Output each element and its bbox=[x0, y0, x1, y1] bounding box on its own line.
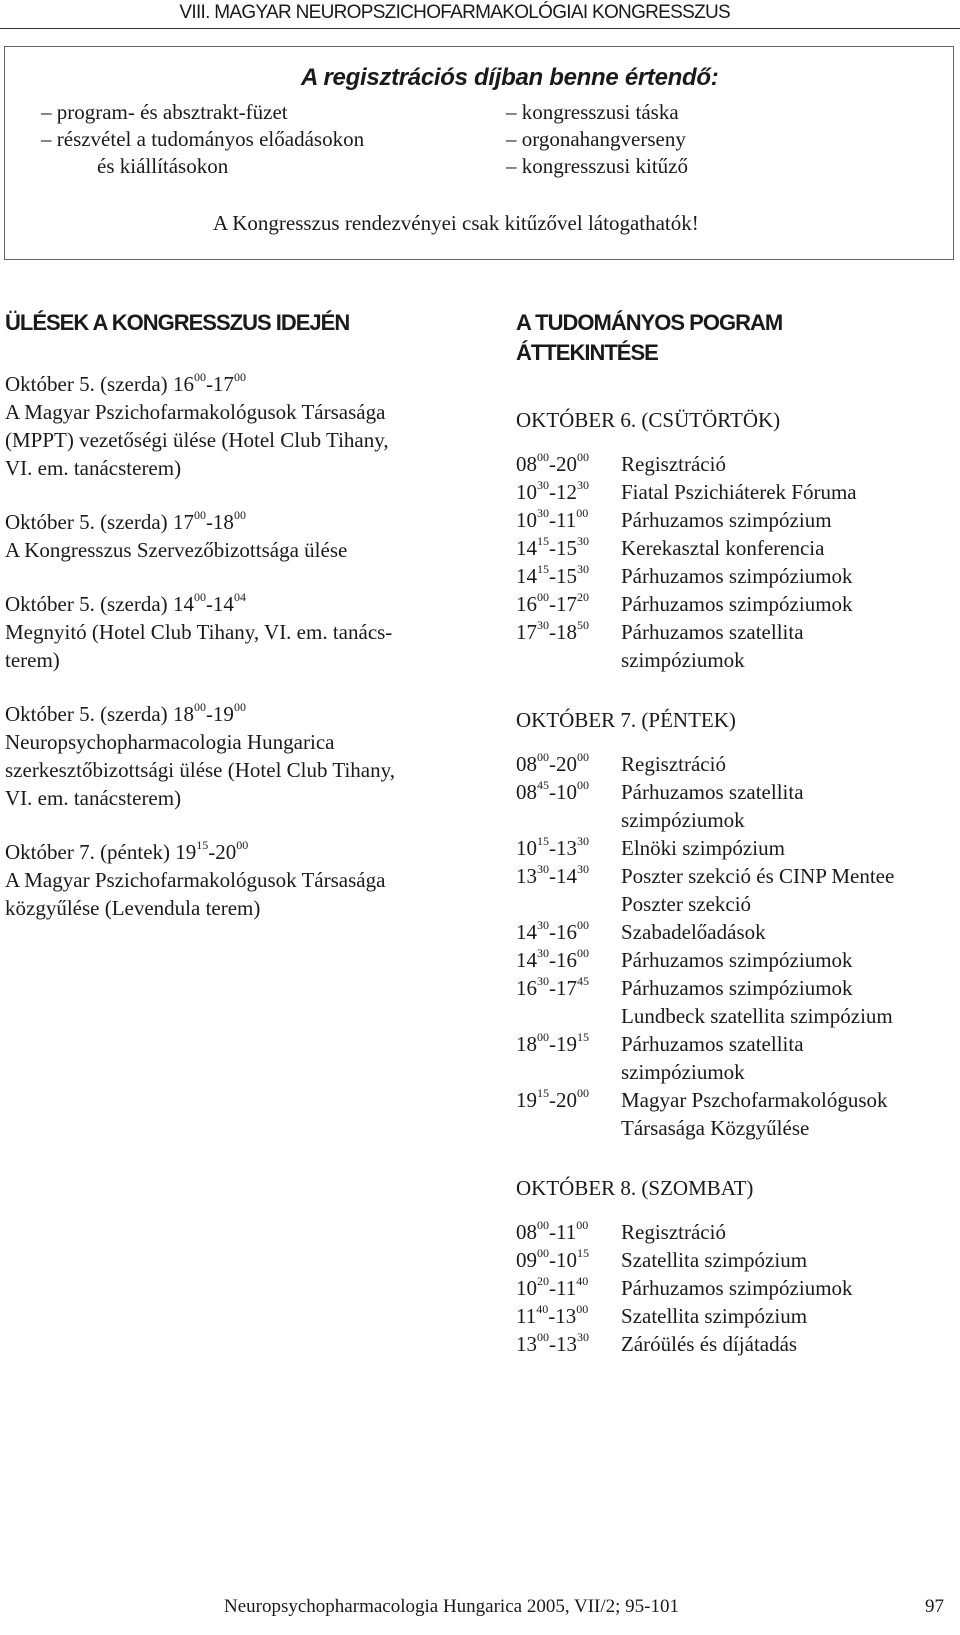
schedule-time: $10^{30}-12^{30}$ bbox=[516, 478, 589, 504]
included-item: és kiállításokon bbox=[97, 154, 229, 178]
time-minutes: 00 bbox=[576, 506, 589, 520]
schedule-row bbox=[516, 1246, 956, 1274]
schedule-row bbox=[516, 562, 956, 590]
page-number: 97 bbox=[925, 1596, 944, 1617]
schedule-event bbox=[621, 1274, 956, 1302]
time-minutes: 30 bbox=[577, 478, 589, 492]
schedule-event-line: Szabadelőadások bbox=[621, 920, 766, 944]
program-heading-line: A TUDOMÁNYOS POGRAM bbox=[516, 310, 783, 335]
schedule-event-line: Párhuzamos szimpóziumok bbox=[621, 976, 853, 1000]
day-schedule bbox=[516, 1218, 956, 1358]
time-minutes: 00 bbox=[577, 750, 589, 764]
schedule-row bbox=[516, 534, 956, 562]
schedule-event bbox=[621, 590, 956, 618]
schedule-time: $13^{00}-13^{30}$ bbox=[516, 1330, 589, 1356]
time-minutes: 00 bbox=[577, 1086, 589, 1100]
schedule-time: $08^{00}-20^{00}$ bbox=[516, 450, 589, 476]
schedule-time: $17^{30}-18^{50}$ bbox=[516, 618, 589, 644]
schedule-event-line: Kerekasztal konferencia bbox=[621, 536, 825, 560]
time-minutes: 00 bbox=[193, 508, 206, 522]
schedule-time: $16^{30}-17^{45}$ bbox=[516, 974, 589, 1000]
schedule-event-line: Elnöki szimpózium bbox=[621, 836, 785, 860]
schedule-time: $10^{20}-11^{40}$ bbox=[516, 1274, 589, 1300]
day-heading: OKTÓBER 8. (SZOMBAT) bbox=[516, 1176, 754, 1200]
session-entry bbox=[5, 508, 465, 564]
schedule-event-line: Párhuzamos szimpóziumok bbox=[621, 948, 853, 972]
time-minutes: 30 bbox=[577, 534, 589, 548]
time-minutes: 00 bbox=[233, 700, 246, 714]
session-description: VI. em. tanácsterem) bbox=[5, 456, 182, 480]
schedule-event bbox=[621, 1218, 956, 1246]
time-minutes: 50 bbox=[577, 618, 589, 632]
schedule-event bbox=[621, 974, 956, 1030]
schedule-event-line: szimpóziumok bbox=[621, 648, 745, 672]
program-heading bbox=[516, 308, 956, 368]
session-datetime: Október 7. (péntek) $19^{15}-20^{00}$ bbox=[5, 838, 249, 864]
schedule-event-line: Szatellita szimpózium bbox=[621, 1248, 808, 1272]
time-minutes: 20 bbox=[537, 1274, 549, 1288]
time-minutes: 30 bbox=[537, 478, 549, 492]
schedule-time: $14^{15}-15^{30}$ bbox=[516, 562, 589, 588]
schedule-time: $14^{30}-16^{00}$ bbox=[516, 918, 589, 944]
session-datetime: Október 5. (szerda) $14^{00}-14^{04}$ bbox=[5, 590, 246, 616]
schedule-event bbox=[621, 946, 956, 974]
time-minutes: 30 bbox=[577, 562, 589, 576]
schedule-event-line: Regisztráció bbox=[621, 452, 726, 476]
day-schedule bbox=[516, 750, 956, 1142]
time-minutes: 30 bbox=[537, 618, 549, 632]
included-item: – program- és absztrakt-füzet bbox=[41, 100, 288, 124]
time-minutes: 00 bbox=[577, 918, 589, 932]
time-minutes: 15 bbox=[537, 834, 549, 848]
time-minutes: 00 bbox=[577, 778, 589, 792]
session-datetime: Október 5. (szerda) $18^{00}-19^{00}$ bbox=[5, 700, 246, 726]
schedule-event-line: Regisztráció bbox=[621, 752, 726, 776]
time-minutes: 40 bbox=[576, 1274, 589, 1288]
time-minutes: 00 bbox=[233, 508, 246, 522]
program-heading-line: ÁTTEKINTÉSE bbox=[516, 340, 658, 365]
time-minutes: 15 bbox=[537, 534, 549, 548]
schedule-time: $10^{15}-13^{30}$ bbox=[516, 834, 589, 860]
schedule-event bbox=[621, 778, 956, 834]
schedule-time: $08^{00}-20^{00}$ bbox=[516, 750, 589, 776]
session-description: A Magyar Pszichofarmakológusok Társasága bbox=[5, 868, 386, 892]
time-minutes: 00 bbox=[576, 1302, 589, 1316]
time-minutes: 30 bbox=[577, 834, 589, 848]
session-entry bbox=[5, 838, 465, 922]
schedule-row bbox=[516, 750, 956, 778]
schedule-row bbox=[516, 1302, 956, 1330]
schedule-row bbox=[516, 778, 956, 834]
included-title: A regisztrációs díjban benne értendő: bbox=[301, 64, 719, 91]
schedule-event-line: szimpóziumok bbox=[621, 1060, 745, 1084]
time-minutes: 00 bbox=[193, 590, 206, 604]
time-minutes: 00 bbox=[193, 370, 206, 384]
schedule-event-line: Poszter szekció és CINP Mentee bbox=[621, 864, 895, 888]
schedule-time: $08^{45}-10^{00}$ bbox=[516, 778, 589, 804]
schedule-row bbox=[516, 862, 956, 918]
schedule-row bbox=[516, 618, 956, 674]
time-minutes: 00 bbox=[537, 590, 549, 604]
time-minutes: 00 bbox=[537, 450, 549, 464]
schedule-event bbox=[621, 478, 956, 506]
schedule-time: $18^{00}-19^{15}$ bbox=[516, 1030, 589, 1056]
session-description: A Magyar Pszichofarmakológusok Társasága bbox=[5, 400, 386, 424]
session-description: Megnyitó (Hotel Club Tihany, VI. em. tanács- bbox=[5, 620, 393, 644]
time-minutes: 00 bbox=[236, 838, 249, 852]
time-minutes: 00 bbox=[577, 946, 589, 960]
schedule-event-line: Párhuzamos szimpóziumok bbox=[621, 1276, 853, 1300]
schedule-event bbox=[621, 750, 956, 778]
schedule-row bbox=[516, 1330, 956, 1358]
schedule-time: $10^{30}-11^{00}$ bbox=[516, 506, 589, 532]
included-item: – kongresszusi táska bbox=[506, 100, 679, 124]
schedule-event-line: Párhuzamos szatellita bbox=[621, 1032, 804, 1056]
included-left-list bbox=[41, 99, 364, 180]
program-days bbox=[516, 406, 956, 1358]
time-minutes: 15 bbox=[537, 1086, 549, 1100]
schedule-time: $13^{30}-14^{30}$ bbox=[516, 862, 589, 888]
schedule-row bbox=[516, 974, 956, 1030]
included-right-list bbox=[506, 99, 688, 180]
time-minutes: 15 bbox=[577, 1246, 589, 1260]
schedule-event-line: Társasága Közgyűlése bbox=[621, 1116, 810, 1140]
schedule-event-line: Magyar Pszchofarmakológusok bbox=[621, 1088, 888, 1112]
schedule-row bbox=[516, 590, 956, 618]
schedule-event-line: szimpóziumok bbox=[621, 808, 745, 832]
session-entry bbox=[5, 590, 465, 674]
schedule-event bbox=[621, 450, 956, 478]
included-note: A Kongresszus rendezvényei csak kitűzővel látogathatók! bbox=[213, 211, 699, 235]
time-minutes: 30 bbox=[577, 1330, 589, 1344]
schedule-event bbox=[621, 534, 956, 562]
schedule-event bbox=[621, 1030, 956, 1086]
schedule-event bbox=[621, 1330, 956, 1358]
time-minutes: 04 bbox=[233, 590, 246, 604]
time-minutes: 15 bbox=[537, 562, 549, 576]
time-minutes: 30 bbox=[537, 974, 549, 988]
schedule-event bbox=[621, 918, 956, 946]
schedule-row bbox=[516, 506, 956, 534]
schedule-row bbox=[516, 478, 956, 506]
program-column bbox=[516, 308, 956, 1390]
included-box bbox=[4, 46, 954, 260]
schedule-event-line: Regisztráció bbox=[621, 1220, 726, 1244]
time-minutes: 00 bbox=[577, 450, 589, 464]
time-minutes: 00 bbox=[193, 700, 206, 714]
time-minutes: 40 bbox=[536, 1302, 549, 1316]
time-minutes: 00 bbox=[537, 1330, 549, 1344]
session-datetime: Október 5. (szerda) $17^{00}-18^{00}$ bbox=[5, 508, 246, 534]
schedule-row bbox=[516, 1030, 956, 1086]
schedule-event-line: Párhuzamos szatellita bbox=[621, 780, 804, 804]
schedule-event bbox=[621, 862, 956, 918]
sessions-heading: ÜLÉSEK A KONGRESSZUS IDEJÉN bbox=[5, 310, 350, 335]
schedule-time: $09^{00}-10^{15}$ bbox=[516, 1246, 589, 1272]
schedule-event bbox=[621, 618, 956, 674]
time-minutes: 00 bbox=[233, 370, 246, 384]
schedule-time: $16^{00}-17^{20}$ bbox=[516, 590, 589, 616]
schedule-row bbox=[516, 1274, 956, 1302]
time-minutes: 30 bbox=[577, 862, 589, 876]
schedule-time: $08^{00}-11^{00}$ bbox=[516, 1218, 589, 1244]
session-entry bbox=[5, 700, 465, 812]
session-description: A Kongresszus Szervezőbizottsága ülése bbox=[5, 538, 348, 562]
session-description: terem) bbox=[5, 648, 60, 672]
schedule-time: $14^{30}-16^{00}$ bbox=[516, 946, 589, 972]
schedule-event-line: Poszter szekció bbox=[621, 892, 752, 916]
schedule-event-line: Fiatal Pszichiáterek Fóruma bbox=[621, 480, 857, 504]
schedule-event bbox=[621, 834, 956, 862]
session-description: Neuropsychopharmacologia Hungarica bbox=[5, 730, 335, 754]
schedule-event-line: Párhuzamos szimpózium bbox=[621, 508, 832, 532]
footer-journal: Neuropsychopharmacologia Hungarica 2005, VII/2; 95-101 bbox=[224, 1596, 679, 1617]
schedule-time: $11^{40}-13^{00}$ bbox=[516, 1302, 589, 1328]
included-item: – orgonahangverseny bbox=[506, 127, 686, 151]
schedule-time: $14^{15}-15^{30}$ bbox=[516, 534, 589, 560]
schedule-event-line: Lundbeck szatellita szimpózium bbox=[621, 1004, 893, 1028]
header-title: VIII. MAGYAR NEUROPSZICHOFARMAKOLÓGIAI KONGRESSZUS bbox=[179, 2, 730, 23]
schedule-event bbox=[621, 1302, 956, 1330]
time-minutes: 45 bbox=[537, 778, 549, 792]
time-minutes: 00 bbox=[537, 1030, 549, 1044]
time-minutes: 00 bbox=[537, 750, 549, 764]
schedule-event bbox=[621, 1086, 956, 1142]
day-heading: OKTÓBER 7. (PÉNTEK) bbox=[516, 708, 736, 732]
running-header bbox=[0, 0, 960, 29]
time-minutes: 20 bbox=[577, 590, 589, 604]
schedule-event-line: Párhuzamos szatellita bbox=[621, 620, 804, 644]
session-description: VI. em. tanácsterem) bbox=[5, 786, 182, 810]
time-minutes: 30 bbox=[537, 918, 549, 932]
schedule-row bbox=[516, 834, 956, 862]
schedule-event-line: Szatellita szimpózium bbox=[621, 1304, 808, 1328]
schedule-time: $19^{15}-20^{00}$ bbox=[516, 1086, 589, 1112]
session-description: közgyűlése (Levendula terem) bbox=[5, 896, 261, 920]
time-minutes: 15 bbox=[577, 1030, 589, 1044]
time-minutes: 00 bbox=[537, 1218, 549, 1232]
schedule-event-line: Záróülés és díjátadás bbox=[621, 1332, 798, 1356]
time-minutes: 30 bbox=[537, 946, 549, 960]
time-minutes: 00 bbox=[537, 1246, 549, 1260]
time-minutes: 00 bbox=[576, 1218, 589, 1232]
schedule-row bbox=[516, 1218, 956, 1246]
schedule-row bbox=[516, 1086, 956, 1142]
day-heading: OKTÓBER 6. (CSÜTÖRTÖK) bbox=[516, 408, 781, 432]
time-minutes: 45 bbox=[577, 974, 589, 988]
included-item: – részvétel a tudományos előadásokon bbox=[41, 127, 365, 151]
included-item: – kongresszusi kitűző bbox=[506, 154, 688, 178]
schedule-event-line: Párhuzamos szimpóziumok bbox=[621, 592, 853, 616]
time-minutes: 30 bbox=[537, 506, 549, 520]
schedule-event bbox=[621, 1246, 956, 1274]
session-datetime: Október 5. (szerda) $16^{00}-17^{00}$ bbox=[5, 370, 246, 396]
day-schedule bbox=[516, 450, 956, 674]
session-description: szerkesztőbizottsági ülése (Hotel Club Tihany, bbox=[5, 758, 395, 782]
schedule-row bbox=[516, 450, 956, 478]
sessions-column bbox=[5, 308, 465, 948]
schedule-row bbox=[516, 946, 956, 974]
schedule-event bbox=[621, 506, 956, 534]
sessions-list bbox=[5, 370, 465, 922]
schedule-event bbox=[621, 562, 956, 590]
time-minutes: 30 bbox=[537, 862, 549, 876]
session-entry bbox=[5, 370, 465, 482]
schedule-event-line: Párhuzamos szimpóziumok bbox=[621, 564, 853, 588]
schedule-row bbox=[516, 918, 956, 946]
time-minutes: 15 bbox=[196, 838, 209, 852]
session-description: (MPPT) vezetőségi ülése (Hotel Club Tihany, bbox=[5, 428, 389, 452]
